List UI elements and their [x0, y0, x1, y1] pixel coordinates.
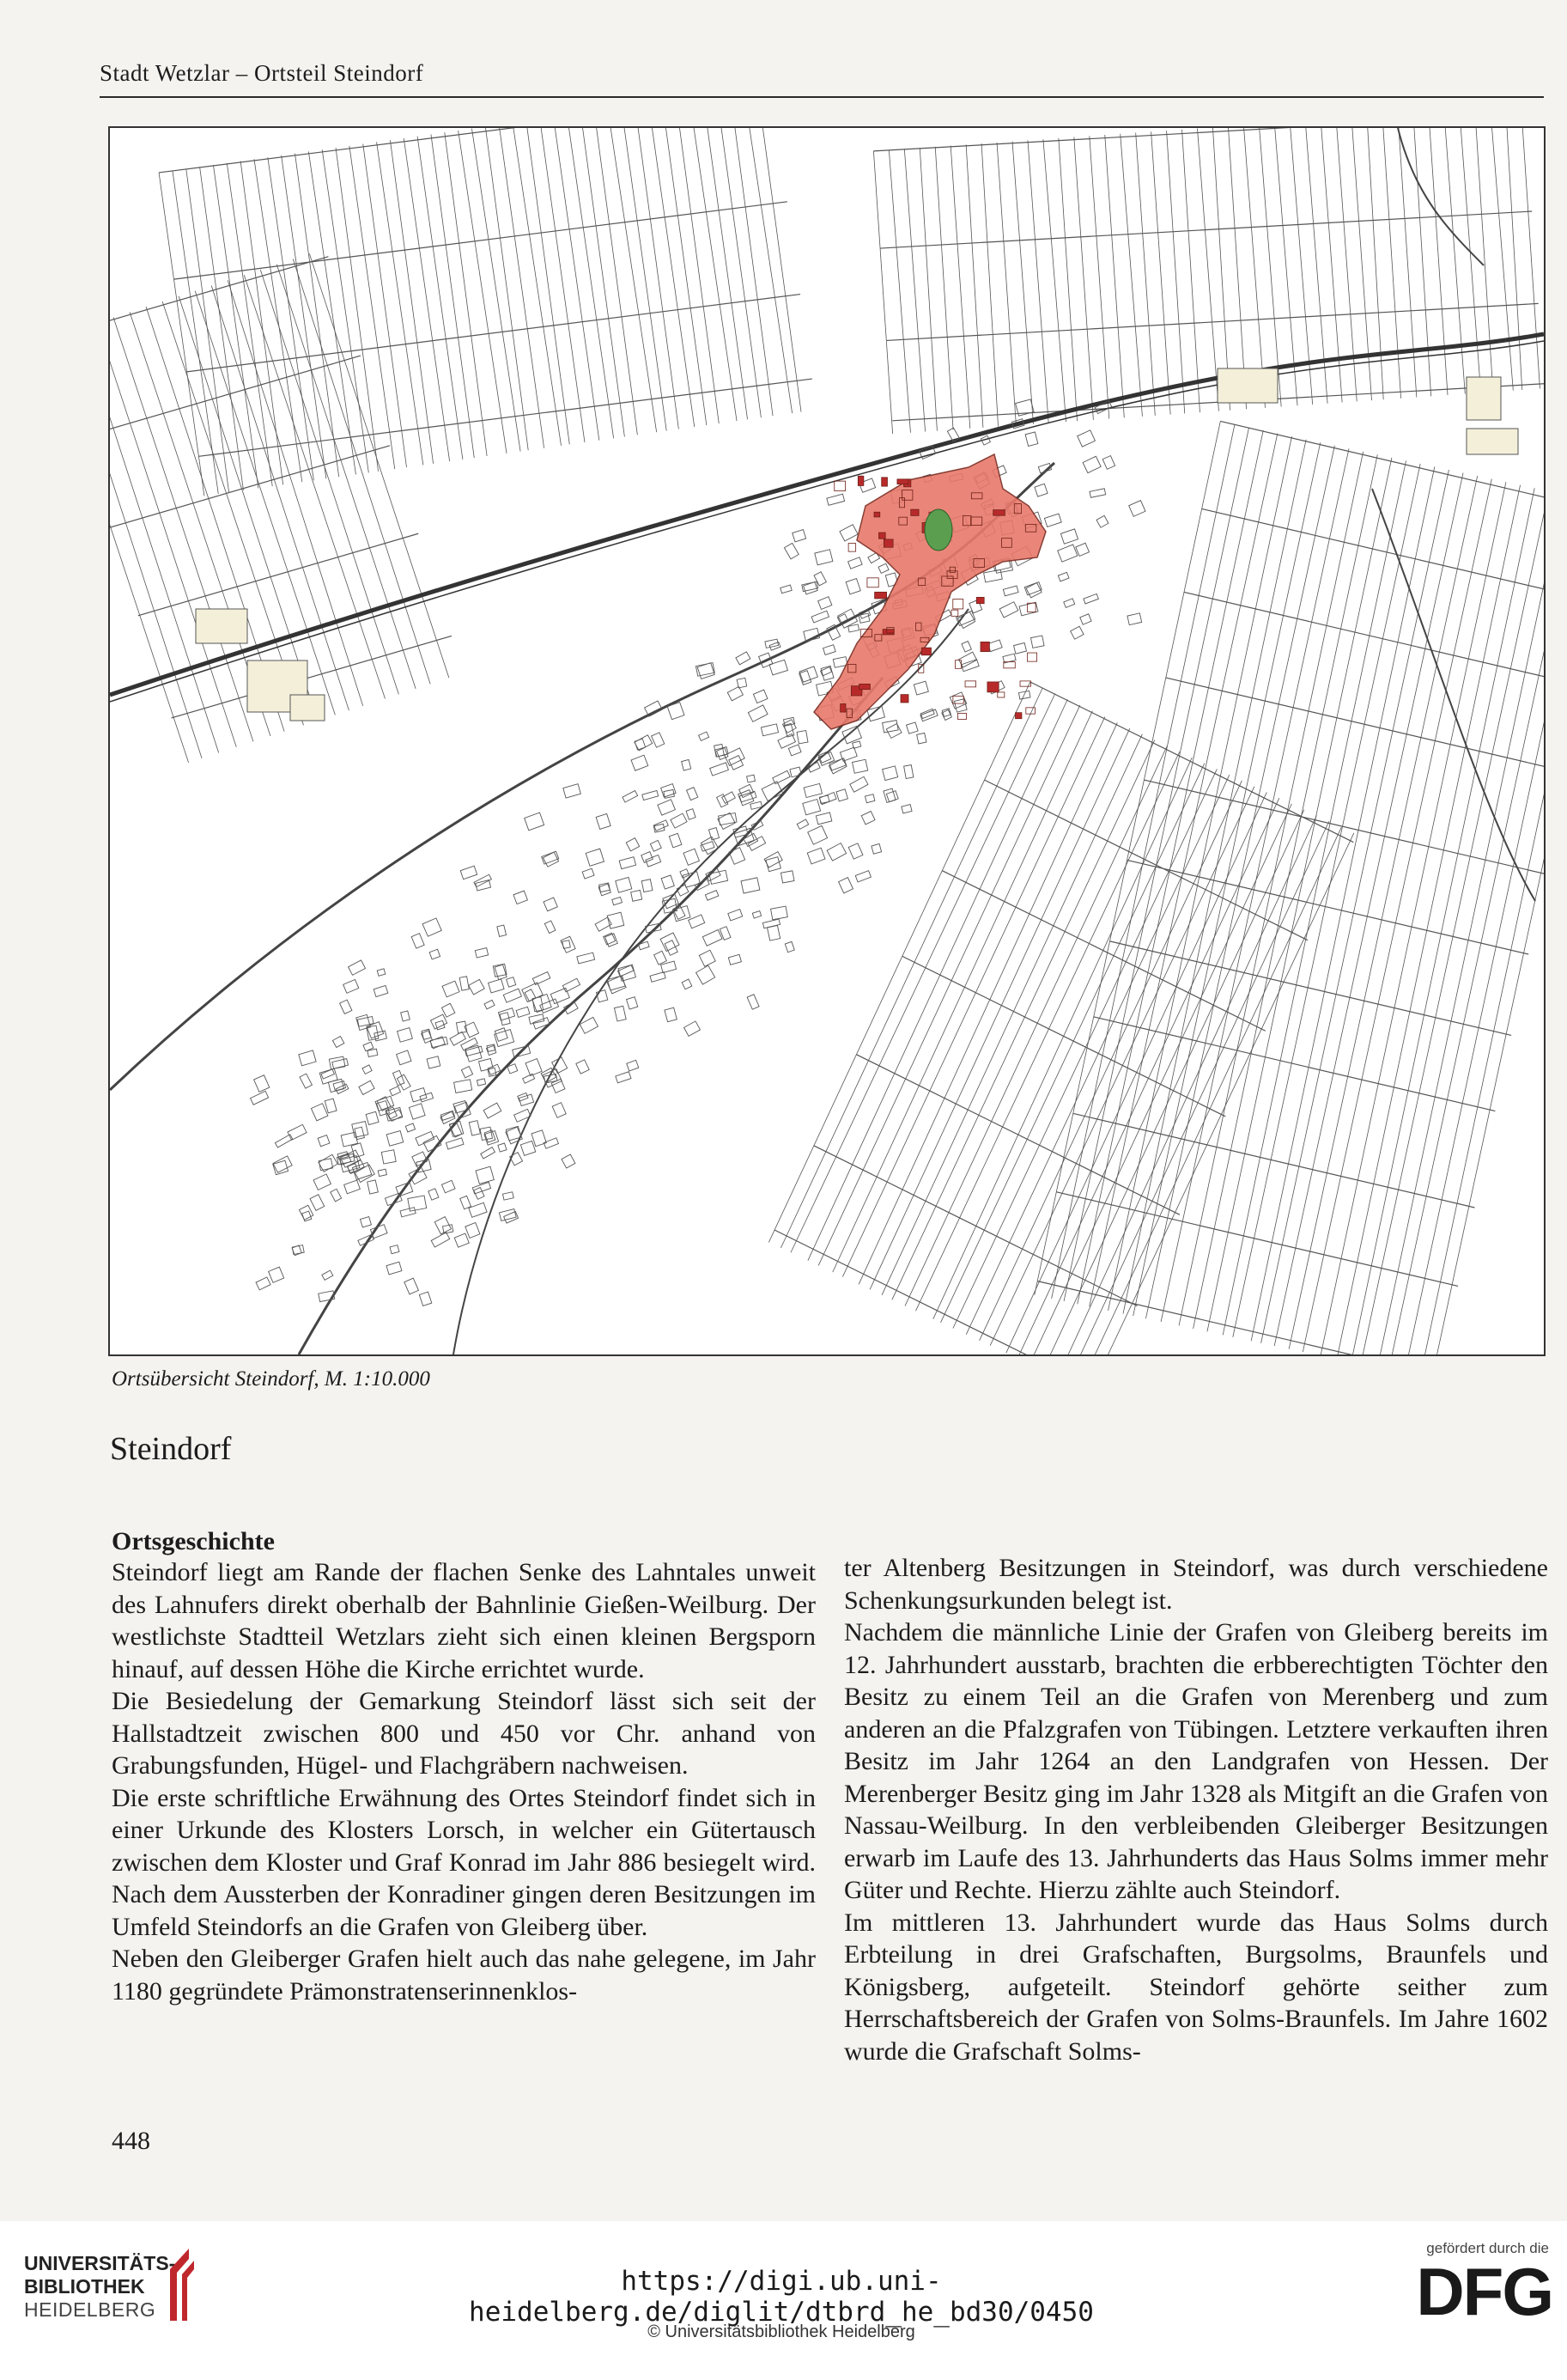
dfg-logo: DFG: [1416, 2254, 1552, 2329]
header-rule: [100, 96, 1544, 98]
paragraph: Nachdem die männliche Linie der Grafen von Gleiberg bereits im 12. Jahrhundert ausstarb, brachten die erbberechtigten Töchter den Besitz zu einem Teil an die Grafen von Merenberg und zum anderen an die Pfalzgrafen von Tübingen. Letztere verkauften ihren Besitz im Jahr 1264 an den Landgrafen von Hessen. Der Merenberger Besitz ging im Jahr 1328 als Mitgift an die Grafen von Nassau-Weilburg. In den verbleibenden Gleiberger Besitzungen erwarb im Laufe des 13. Jahrhunderts das Haus Solms immer mehr Güter und Rechte. Hierzu zählte auch Steindorf.: [844, 1618, 1548, 1904]
funder-block[interactable]: [1389, 2240, 1552, 2329]
paragraph: Im mittleren 13. Jahrhundert wurde das Haus Solms durch Erbteilung in drei Grafschaften, Burgsolms, Braunfels und Königsberg, aufgeteilt. Steindorf gehörte seither zum Herrschaftsbereich der Grafen von Solms-Braunfels. Im Jahre 1602 wurde die Grafschaft Solms-: [844, 1908, 1548, 2066]
site-map: [108, 126, 1546, 1356]
text-column-left: [112, 1556, 816, 2007]
section-title: Steindorf: [110, 1431, 232, 1467]
permalink-url[interactable]: https://digi.ub.uni-heidelberg.de/diglit/dtbrd_he_bd30/0450: [469, 2266, 1094, 2328]
page-number: 448: [112, 2127, 150, 2155]
map-caption: Ortsübersicht Steindorf, M. 1:10.000: [112, 1367, 430, 1391]
text-column-right: [844, 1552, 1548, 2067]
paragraph: Neben den Gleiberger Grafen hielt auch das nahe gelegene, im Jahr 1180 gegründete Prämonstratenserinnenklos-: [112, 1945, 816, 2006]
section-subheading: Ortsgeschichte: [112, 1527, 275, 1555]
cadastral-map-drawing: [110, 128, 1544, 1354]
copyright-notice: © Universitätsbibliothek Heidelberg: [647, 2322, 915, 2341]
paragraph: Die Besiedelung der Gemarkung Steindorf lässt sich seit der Hallstadtzeit zwischen 800 und 450 vor Chr. anhand von Grabungsfunden, Hügel- und Flachgräbern nachweisen.: [112, 1687, 816, 1780]
footer-bar: [0, 2221, 1567, 2380]
funding-note: gefördert durch die: [1426, 2240, 1549, 2256]
paragraph: Steindorf liegt am Rande der flachen Senke des Lahntales unweit des Lahnufers direkt oberhalb der Bahnlinie Gießen-Weilburg. Der westlichste Stadtteil Wetzlars zieht sich einen kleinen Bergsporn hinauf, auf dessen Höhe die Kirche errichtet wurde.: [112, 1558, 816, 1683]
paragraph: Die erste schriftliche Erwähnung des Ortes Steindorf findet sich in einer Urkunde des Klosters Lorsch, in welcher ein Gütertausch zwischen dem Kloster und Graf Konrad im Jahr 886 besiegelt wird. Nach dem Aussterben der Konradiner gingen deren Besitzungen im Umfeld Steindorfs an die Grafen von Gleiberg über.: [112, 1783, 816, 1941]
library-name-line3: HEIDELBERG: [24, 2298, 156, 2321]
library-name-line1: UNIVERSITÄTS-: [24, 2252, 176, 2274]
paragraph: ter Altenberg Besitzungen in Steindorf, was durch verschiedene Schenkungsurkunden belegt ist.: [844, 1554, 1548, 1615]
library-emblem-icon: [163, 2243, 197, 2326]
library-logo[interactable]: [24, 2252, 175, 2322]
running-title: Stadt Wetzlar – Ortsteil Steindorf: [100, 60, 424, 86]
library-name-line2: BIBLIOTHEK: [24, 2275, 145, 2298]
